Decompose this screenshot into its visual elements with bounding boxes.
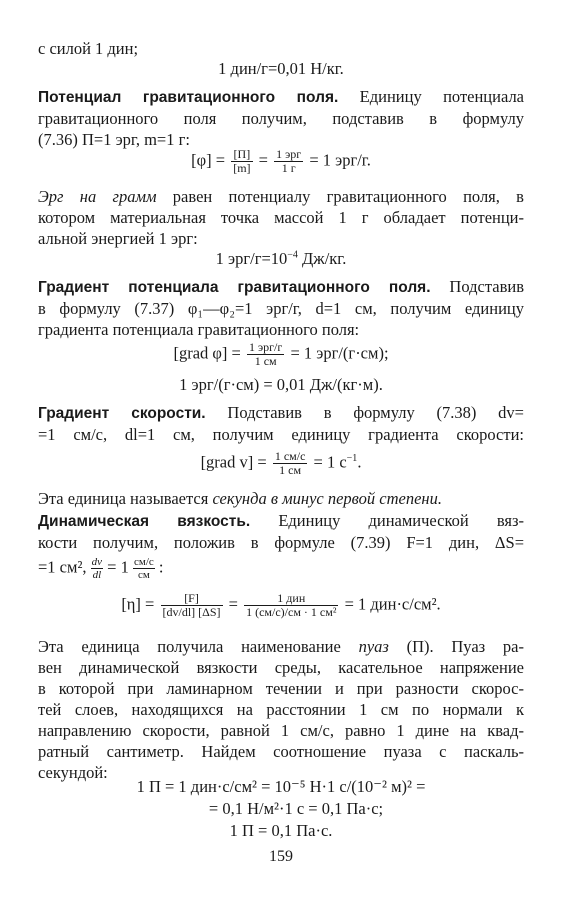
formula-velocity-gradient-unit — [38, 450, 524, 477]
fraction — [133, 556, 155, 581]
text-line: (7.36) П=1 эрг, m=1 г: — [38, 130, 190, 149]
fraction — [273, 450, 308, 477]
section-heading: Градиент потенциала гравитационного поля. — [38, 279, 431, 296]
numerator: 1 эрг — [276, 147, 302, 161]
formula-erg-per-gram — [38, 248, 524, 270]
formula-gradient-si — [38, 374, 524, 396]
book-page — [38, 0, 524, 900]
text-line — [38, 636, 524, 657]
text-span: Подставив — [430, 277, 524, 296]
formula-poise-conversion-2 — [38, 798, 524, 820]
text-line: кости получим, положив в формуле (7.39) F=1 дин, ΔS= — [38, 533, 524, 552]
text-line: котором материальная точка массой 1 г обладает потенци- — [38, 208, 524, 227]
page-number: 159 — [269, 848, 293, 865]
formula-viscosity-unit — [38, 592, 524, 619]
formula-part: [η] = — [121, 594, 155, 614]
paragraph-gravitational-potential — [38, 86, 524, 150]
formula-text: 1 П = 1 дин·с/см² = 10⁻⁵ Н·1 с/(10⁻² м)² = — [136, 777, 426, 796]
formula-part: = — [228, 594, 238, 614]
paragraph-poise — [38, 636, 524, 783]
text-line — [38, 488, 524, 509]
text-line — [38, 186, 524, 207]
fraction — [244, 592, 338, 619]
text-line: гравитационного поля получим, подставив в формулу — [38, 109, 524, 128]
section-heading: Градиент скорости. — [38, 405, 206, 422]
denominator: 1 см — [279, 463, 302, 477]
denominator: dl — [92, 569, 102, 581]
formula-part: Дж/кг. — [297, 249, 347, 268]
text-line: =1 см/с, dl=1 см, получим единицу градиента скорости: — [38, 425, 524, 444]
formula-dyn-per-gram — [38, 58, 524, 80]
formula-part: = 1 эрг/г. — [309, 150, 371, 170]
paragraph-dynamic-viscosity — [38, 510, 524, 581]
text-line — [38, 276, 524, 298]
denominator: см — [137, 569, 150, 581]
formula-poise-conversion-3 — [38, 820, 524, 842]
paragraph-inverse-second — [38, 488, 524, 509]
text-line — [38, 510, 524, 532]
text-span: : — [158, 557, 164, 577]
text-line — [38, 402, 524, 424]
text-line: градиента потенциала гравитационного поля: — [38, 320, 360, 339]
exponent: −4 — [287, 249, 298, 261]
formula-part: [φ] = — [191, 150, 226, 170]
denominator: 1 см — [254, 354, 277, 368]
text-span: равен потенциалу гравитационного поля, в — [156, 187, 524, 206]
formula-part: [grad φ] = — [173, 343, 241, 363]
section-heading: Динамическая вязкость. — [38, 513, 251, 530]
formula-text: 1 П = 0,1 Па·с. — [229, 821, 333, 840]
section-heading: Потенциал гравитационного поля. — [38, 89, 339, 106]
numerator: [П] — [231, 148, 252, 162]
formula-part: = 1 с — [313, 452, 347, 472]
formula-text: = 0,1 Н/м²·1 с = 0,1 Па·с; — [208, 799, 384, 818]
text-line: в которой при ламинарном течении и при разности скорос- — [38, 679, 524, 698]
term-italic: пуаз — [358, 637, 389, 656]
text-line: тей слоев, находящихся на расстоянии 1 см по нормали к — [38, 700, 524, 719]
text-line: в формулу (7.37) φ₁—φ₂=1 эрг/г, d=1 см, получим единицу — [38, 299, 524, 318]
formula-part: . — [357, 452, 362, 472]
fraction — [231, 148, 252, 175]
text-span: Единицу динамической вяз- — [250, 511, 525, 530]
numerator: 1 дин — [244, 592, 338, 606]
formula-part: = 1 дин·с/см². — [344, 594, 441, 614]
text-line: вен динамической вязкости среды, касательное напряжение — [38, 658, 524, 677]
text-line: ратный сантиметр. Найдем соотношение пуаза с паскаль- — [38, 742, 524, 761]
denominator: [m] — [233, 161, 251, 175]
denominator: 1 г — [281, 161, 296, 175]
formula-text: 1 дин/г=0,01 Н/кг. — [218, 59, 344, 78]
term-italic: Эрг на грамм — [38, 187, 157, 206]
formula-part: = — [258, 150, 268, 170]
numerator: dv — [91, 556, 103, 568]
text-span: Эта единица называется — [38, 489, 213, 508]
formula-text: 1 эрг/(г·см) = 0,01 Дж/(кг·м). — [179, 375, 383, 394]
numerator: 1 см/с — [274, 449, 306, 463]
paragraph-potential-gradient — [38, 276, 524, 340]
numerator: [F] — [161, 592, 223, 606]
paragraph-velocity-gradient — [38, 402, 524, 445]
text-line: секундой: — [38, 763, 108, 782]
denominator: 1 (см/с)/см · 1 см² — [246, 605, 337, 619]
paragraph-erg-per-gram — [38, 186, 524, 249]
text-line: направлению скорости, равной 1 см/с, равно 1 дине на квад- — [38, 721, 524, 740]
formula-part: [grad v] = — [200, 452, 267, 472]
formula-potential-unit — [38, 148, 524, 175]
formula-gradient-unit — [38, 341, 524, 368]
formula-part: 1 эрг/г=10 — [215, 249, 288, 268]
text-line — [38, 86, 524, 108]
fraction — [274, 148, 303, 175]
text-line — [38, 556, 524, 581]
text-line: альной энергией 1 эрг: — [38, 229, 198, 248]
exponent: −1 — [346, 452, 358, 464]
text-span: Единицу потенциала — [338, 87, 524, 106]
text-line-content: с силой 1 дин; — [38, 39, 139, 58]
numerator: 1 эрг/г — [248, 340, 283, 354]
text-span: = 1 — [107, 557, 133, 577]
fraction — [247, 341, 284, 368]
fraction — [161, 592, 223, 619]
text-span: (П). Пуаз ра- — [388, 637, 524, 656]
text-span: Эта единица получила наименование — [38, 637, 359, 656]
text-line — [38, 38, 524, 59]
text-span: Подставив в формулу (7.38) dv= — [205, 403, 524, 422]
formula-poise-conversion-1 — [38, 776, 524, 798]
numerator: см/с — [133, 556, 154, 568]
denominator: [dv/dl] [ΔS] — [162, 605, 221, 619]
formula-part: = 1 эрг/(г·см); — [290, 343, 389, 363]
text-span: =1 см², — [38, 557, 91, 577]
fraction — [91, 556, 103, 581]
term-italic: секунда в минус первой степени. — [212, 489, 442, 508]
